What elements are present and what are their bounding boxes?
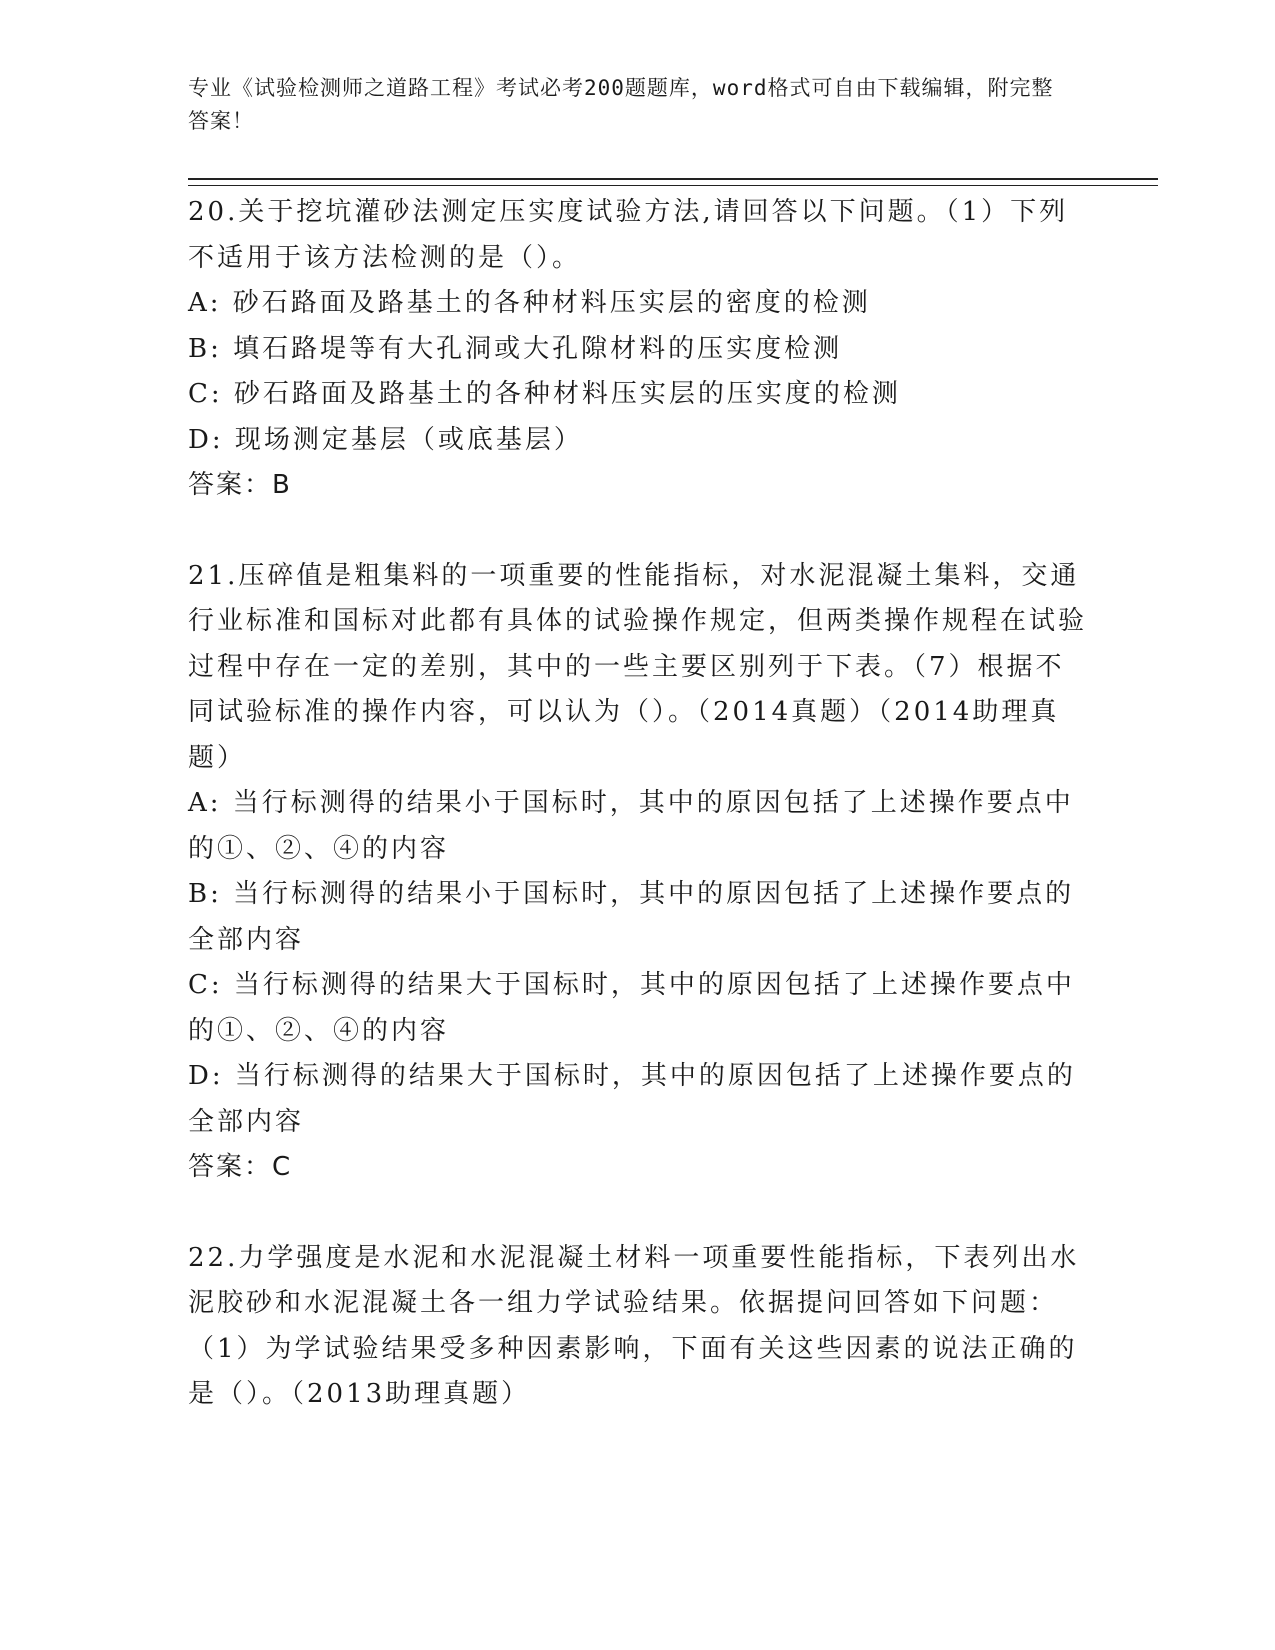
answer-line: 答案：B [188,470,292,500]
option-d: D: 当行标测得的结果大于国标时，其中的原因包括了上述操作要点的全部内容 [188,1061,1076,1137]
option-d: D: 现场测定基层（或底基层） [188,424,583,455]
option-b: B: 填石路堤等有大孔洞或大孔隙材料的压实度检测 [188,333,843,364]
question-list [188,190,1088,1463]
option-a: A: 当行标测得的结果小于国标时，其中的原因包括了上述操作要点中的①、②、④的内容 [188,788,1074,864]
header-rule-thin [188,185,1158,186]
option-c: C: 砂石路面及路基土的各种材料压实层的压实度的检测 [188,379,901,409]
option-a: A: 砂石路面及路基土的各种材料压实层的密度的检测 [188,288,871,318]
question-21 [188,554,1088,1191]
question-20 [188,190,1088,509]
option-c: C: 当行标测得的结果大于国标时，其中的原因包括了上述操作要点中的①、②、④的内容 [188,970,1075,1046]
question-text: 21.压碎值是粗集料的一项重要的性能指标，对水泥混凝土集料，交通行业标准和国标对此都有具体的试验操作规定，但两类操作规程在试验过程中存在一定的差别，其中的一些主要区别列于下表。（7）根据不同试验标准的操作内容，可以认为（）。（2014真题）（2014助理真题） [188,560,1088,773]
question-text: 22.力学强度是水泥和水泥混凝土材料一项重要性能指标，下表列出水泥胶砂和水泥混凝土各一组力学试验结果。依据提问回答如下问题：（1）为学试验结果受多种因素影响，下面有关这些因素的说法正确的是（）。（2013助理真题） [188,1242,1080,1409]
question-22 [188,1236,1088,1418]
answer-line: 答案：C [188,1152,293,1182]
document-header: 专业《试验检测师之道路工程》考试必考200题题库，word格式可自由下载编辑，附完整答案！ [188,76,1054,133]
header-rule [188,178,1158,180]
question-text: 20.关于挖坑灌砂法测定压实度试验方法,请回答以下问题。（1）下列不适用于该方法检测的是（）。 [188,197,1069,273]
option-b: B: 当行标测得的结果小于国标时，其中的原因包括了上述操作要点的全部内容 [188,879,1075,955]
